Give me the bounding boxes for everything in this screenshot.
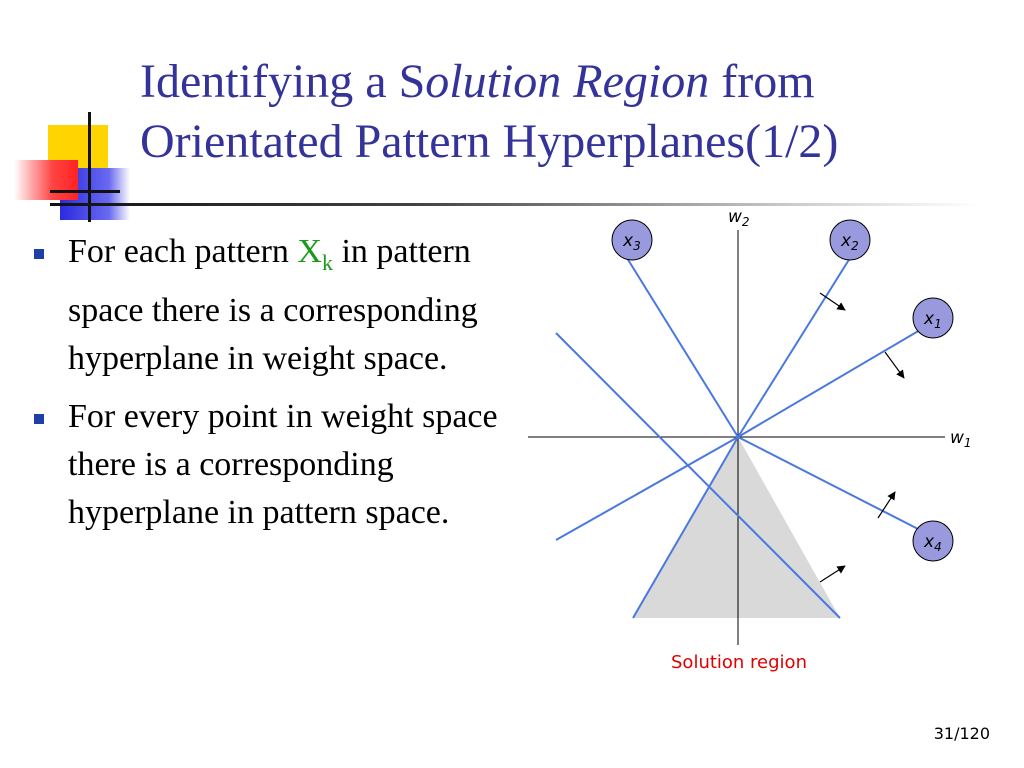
w2-axis-label: $w_2$ <box>728 207 750 229</box>
node-x4-sub: 4 <box>934 540 942 554</box>
node-x3 <box>612 220 652 260</box>
pattern-symbol-subscript: k <box>321 249 333 275</box>
node-x4-label: x <box>924 532 935 552</box>
node-x3-label: x <box>623 231 634 251</box>
bullet-item-2 <box>30 393 500 537</box>
page-number: 31/120 <box>933 724 990 743</box>
hyperplane-x1 <box>738 330 920 437</box>
w1-axis-label: $w_1$ <box>950 428 972 450</box>
node-x1-sub: 1 <box>934 317 942 331</box>
title-italic: olution Region <box>425 55 710 108</box>
node-x2 <box>830 220 870 260</box>
node-x3-sub: 3 <box>633 239 641 253</box>
hyperplane-x2 <box>738 258 850 437</box>
slide-title <box>140 52 1010 172</box>
hyperplane-x3 <box>627 258 738 437</box>
pattern-symbol <box>297 233 333 275</box>
node-x4 <box>913 521 953 561</box>
bullet-1-pre: For each pattern <box>68 233 298 270</box>
bullet-1-post: in pattern space there is a corresponding hyperplane in weight space. <box>68 233 478 377</box>
bullet-square-icon <box>34 249 44 259</box>
node-x2-label: x <box>841 231 852 251</box>
solution-region <box>633 437 840 618</box>
decor-horizontal-line <box>50 190 120 193</box>
node-x2-sub: 2 <box>851 239 859 253</box>
orientation-arrow-x4 <box>878 492 895 518</box>
orientation-arrow-x5 <box>820 566 845 582</box>
orientation-arrow-x1 <box>885 352 904 378</box>
pattern-symbol-letter: X <box>297 233 322 270</box>
bullet-2-text: For every point in weight space there is a corresponding hyperplane in pattern space. <box>68 397 498 531</box>
title-part-1: Identifying a S <box>140 55 426 108</box>
bullet-square-icon <box>34 414 44 424</box>
weight-space-diagram <box>500 200 1000 700</box>
node-x1-label: x <box>924 309 935 329</box>
node-x1 <box>913 298 953 338</box>
title-line-2: Orientated Pattern Hyperplanes(1/2) <box>140 115 839 168</box>
bullet-list <box>30 228 500 547</box>
solution-region-label: Solution region <box>671 652 807 673</box>
title-part-2: from <box>709 55 815 108</box>
decor-red-square <box>14 160 78 200</box>
bullet-item-1 <box>30 228 500 383</box>
